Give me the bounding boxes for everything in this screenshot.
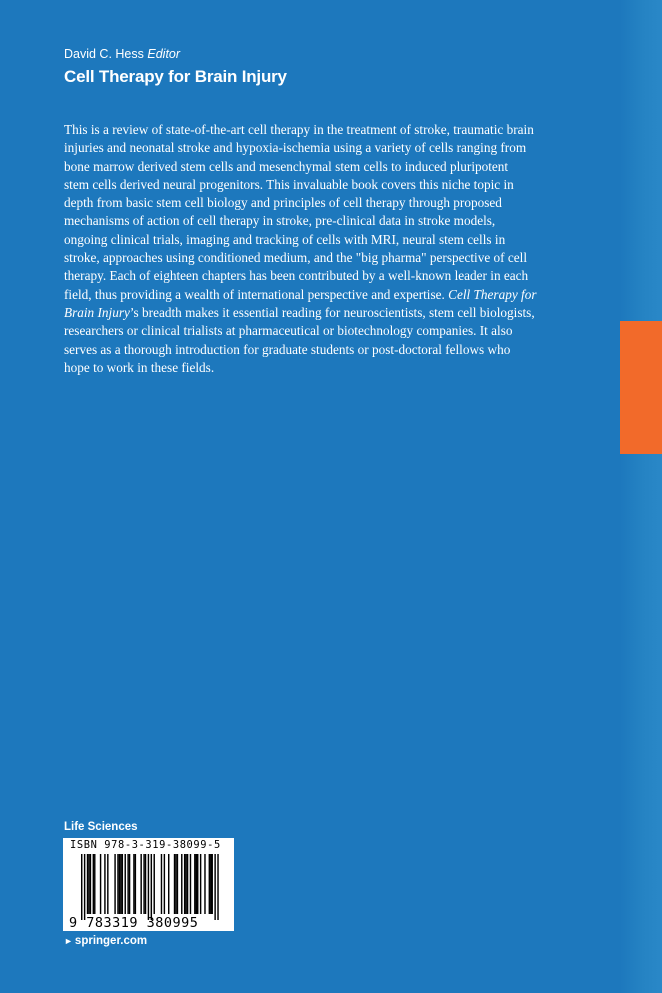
barcode-bar — [125, 854, 126, 914]
blurb-line: ongoing clinical trials, imaging and tracking of cells with MRI, neural stem cells in — [64, 231, 506, 247]
barcode-bar — [209, 854, 210, 914]
barcode-bar — [181, 854, 182, 914]
barcode-bar — [197, 854, 198, 914]
blurb-line: injuries and neonatal stroke and hypoxia-ischemia using a variety of cells ranging from — [64, 140, 527, 156]
barcode-bar — [190, 854, 191, 914]
blurb-line: stroke, approaches using conditioned medium, and the "big pharma" perspective of cell — [64, 250, 528, 266]
barcode-bar — [174, 854, 175, 914]
book-title: Cell Therapy for Brain Injury — [64, 67, 287, 86]
barcode-bar — [100, 854, 101, 914]
blurb-line: field, thus providing a wealth of international perspective and expertise. Cell Therapy for — [64, 286, 537, 302]
isbn-number: ISBN 978-3-319-38099-5 — [70, 839, 221, 851]
blurb-line: This is a review of state-of-the-art cell therapy in the treatment of stroke, traumatic brain — [64, 122, 534, 137]
barcode-bar — [145, 854, 146, 914]
editor-role: Editor — [147, 47, 181, 61]
barcode-bar — [143, 854, 144, 914]
barcode-bar — [140, 854, 141, 914]
barcode-bar — [194, 854, 195, 914]
website-url: springer.com — [74, 935, 148, 947]
book-title-italic: Cell Therapy for — [448, 286, 537, 302]
barcode-bar — [81, 854, 82, 920]
blurb-line: mechanisms of action of cell therapy in stroke, pre-clinical data in stroke models, — [64, 213, 496, 229]
blurb-line: Brain Injury’s breadth makes it essential reading for neuroscientists, stem cell biologists, — [64, 304, 535, 320]
barcode-bar — [175, 854, 176, 914]
barcode-bar — [210, 854, 211, 914]
isbn-barcode — [63, 838, 234, 931]
barcode-bar — [117, 854, 118, 914]
barcode-bar — [119, 854, 120, 914]
barcode-bar — [122, 854, 123, 914]
barcode-bar — [187, 854, 188, 914]
subject-label: Life Sciences — [64, 821, 138, 833]
blurb-line: bone marrow derived stem cells and mesenchymal stem cells to induced pluripotent — [64, 158, 509, 174]
barcode-bar — [129, 854, 130, 914]
blurb-line: depth from basic stem cell biology and principles of cell therapy through proposed — [64, 195, 502, 211]
blurb-line: therapy. Each of eighteen chapters has been contributed by a well-known leader in each — [64, 268, 529, 284]
barcode-bar — [87, 854, 88, 914]
barcode-digits: 9 783319 380995 — [69, 915, 199, 931]
barcode-bar — [148, 854, 149, 920]
barcode-bar — [168, 854, 169, 914]
barcode-bar — [90, 854, 91, 914]
blurb-text — [64, 121, 560, 377]
publisher-website — [64, 935, 147, 947]
spine-edge-strip — [620, 0, 662, 993]
barcode-bar — [94, 854, 95, 914]
editor-name: David C. Hess — [64, 47, 144, 61]
barcode-bar — [161, 854, 162, 914]
barcode-bar — [135, 854, 136, 914]
barcode-bar — [151, 854, 152, 920]
barcode-bar — [88, 854, 89, 914]
orange-accent-tab — [620, 321, 662, 454]
barcode-bar — [212, 854, 213, 914]
barcode-bar — [214, 854, 215, 920]
barcode-bar — [204, 854, 205, 914]
blurb-line: serves as a thorough introduction for graduate students or post-doctoral fellows who — [64, 341, 511, 357]
barcode-bar — [107, 854, 108, 914]
barcode-bar — [217, 854, 218, 920]
book-title-italic: Brain Injury — [64, 304, 130, 320]
blurb-line: stem cells derived neural progenitors. This invaluable book covers this niche topic in — [64, 176, 514, 192]
barcode-bar — [185, 854, 186, 914]
blurb-line: hope to work in these fields. — [64, 359, 215, 375]
barcode-bar — [196, 854, 197, 914]
barcode-bar — [200, 854, 201, 914]
barcode-bar — [154, 854, 155, 914]
barcode-bar — [177, 854, 178, 914]
barcode-bar — [104, 854, 105, 914]
barcode-bar — [127, 854, 128, 914]
barcode-bar — [120, 854, 121, 914]
arrow-right-icon: ► — [64, 936, 73, 946]
barcode-bar — [114, 854, 115, 914]
barcode-bar — [93, 854, 94, 914]
barcode-bar — [84, 854, 85, 920]
barcode-bar — [164, 854, 165, 914]
barcode-bar — [133, 854, 134, 914]
barcode-bar — [184, 854, 185, 914]
editor-credit — [64, 47, 180, 61]
blurb-line: researchers or clinical trialists at pharmaceutical or biotechnology companies. It also — [64, 323, 513, 339]
